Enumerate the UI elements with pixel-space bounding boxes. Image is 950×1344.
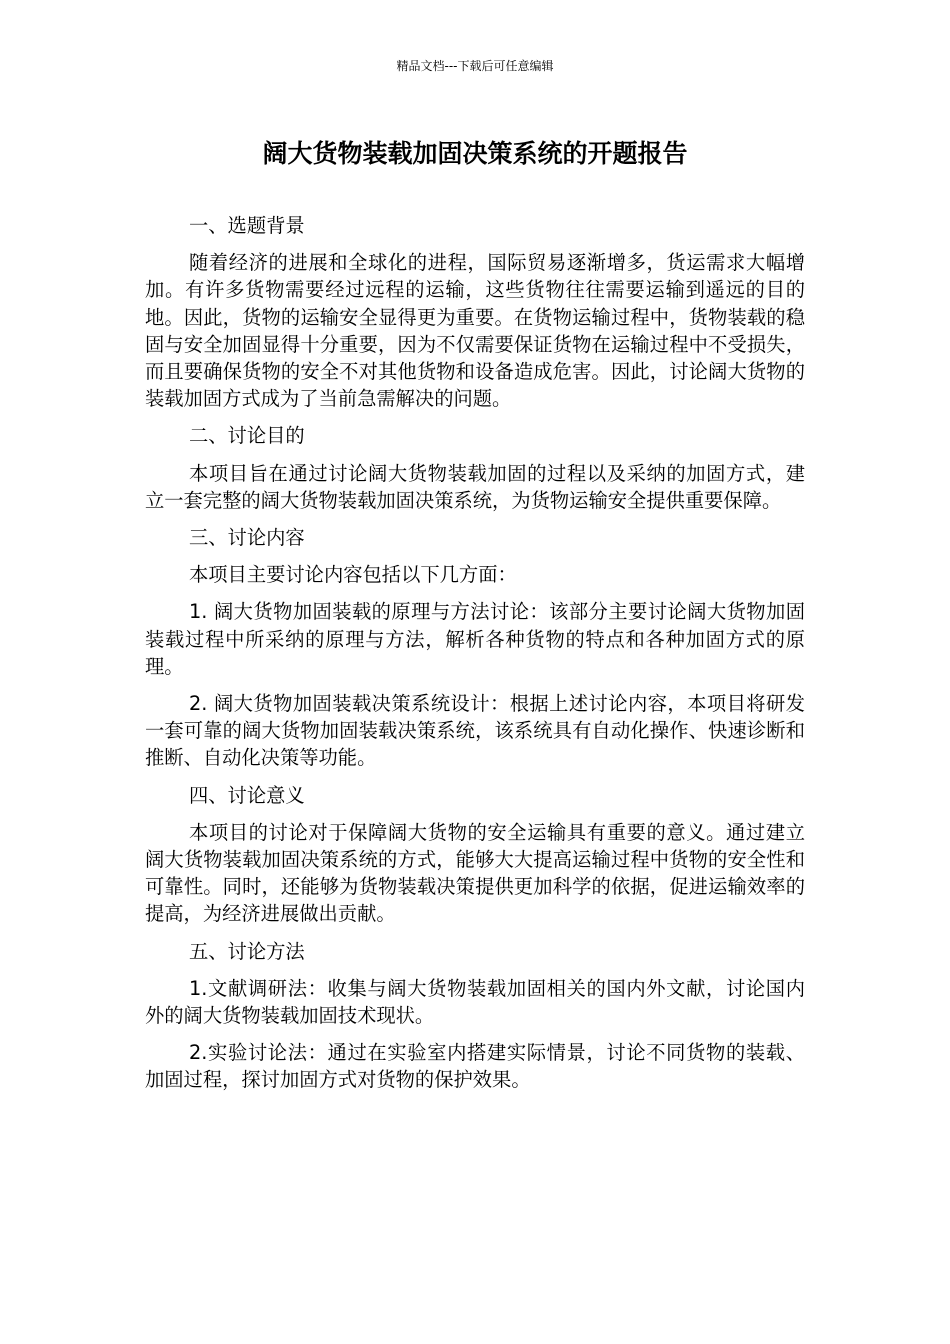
paragraph-content-intro: 本项目主要讨论内容包括以下几方面：	[189, 563, 517, 587]
paragraph-content-item-2: 2. 阔大货物加固装载决策系统设计：根据上述讨论内容，本项目将研发一套可靠的阔大货物加固装载决策系统，该系统具有自动化操作、快速诊断和推断、自动化决策等功能。	[145, 692, 805, 770]
document-body	[145, 212, 805, 1104]
paragraph-content-item-1: 1. 阔大货物加固装载的原理与方法讨论：该部分主要讨论阔大货物加固装载过程中所采纳的原理与方法，解析各种货物的特点和各种加固方式的原理。	[145, 600, 805, 678]
paragraph-method-2: 2.实验讨论法：通过在实验室内搭建实际情景，讨论不同货物的装载、加固过程，探讨加固方式对货物的保护效果。	[145, 1041, 805, 1092]
paragraph-significance: 本项目的讨论对于保障阔大货物的安全运输具有重要的意义。通过建立阔大货物装载加固决策系统的方式，能够大大提高运输过程中货物的安全性和可靠性。同时，还能够为货物装载决策提供更加科学的依据，促进运输效率的提高，为经济进展做出贡献。	[145, 820, 805, 926]
section-heading-significance: 四、讨论意义	[189, 783, 305, 807]
section-heading-background: 一、选题背景	[189, 214, 305, 237]
paragraph-background: 随着经济的进展和全球化的进程，国际贸易逐渐增多，货运需求大幅增加。有许多货物需要经过远程的运输，这些货物往往需要运输到遥远的目的地。因此，货物的运输安全显得更为重要。在货物运输过程中，货物装载的稳固与安全加固显得十分重要，因为不仅需要保证货物在运输过程中不受损失，而且要确保货物的安全不对其他货物和设备造成危害。因此，讨论阔大货物的装载加固方式成为了当前急需解决的问题。	[145, 251, 805, 411]
paragraph-method-1: 1.文献调研法：收集与阔大货物装载加固相关的国内外文献，讨论国内外的阔大货物装载加固技术现状。	[145, 976, 805, 1028]
document-title: 阔大货物装载加固决策系统的开题报告	[262, 139, 688, 168]
paragraph-purpose: 本项目旨在通过讨论阔大货物装载加固的过程以及采纳的加固方式，建立一套完整的阔大货物装载加固决策系统，为货物运输安全提供重要保障。	[145, 461, 805, 512]
header-note: 精品文档---下载后可任意编辑	[396, 59, 554, 73]
section-heading-purpose: 二、讨论目的	[189, 424, 305, 448]
section-heading-methods: 五、讨论方法	[189, 939, 305, 963]
section-heading-content: 三、讨论内容	[189, 526, 305, 550]
